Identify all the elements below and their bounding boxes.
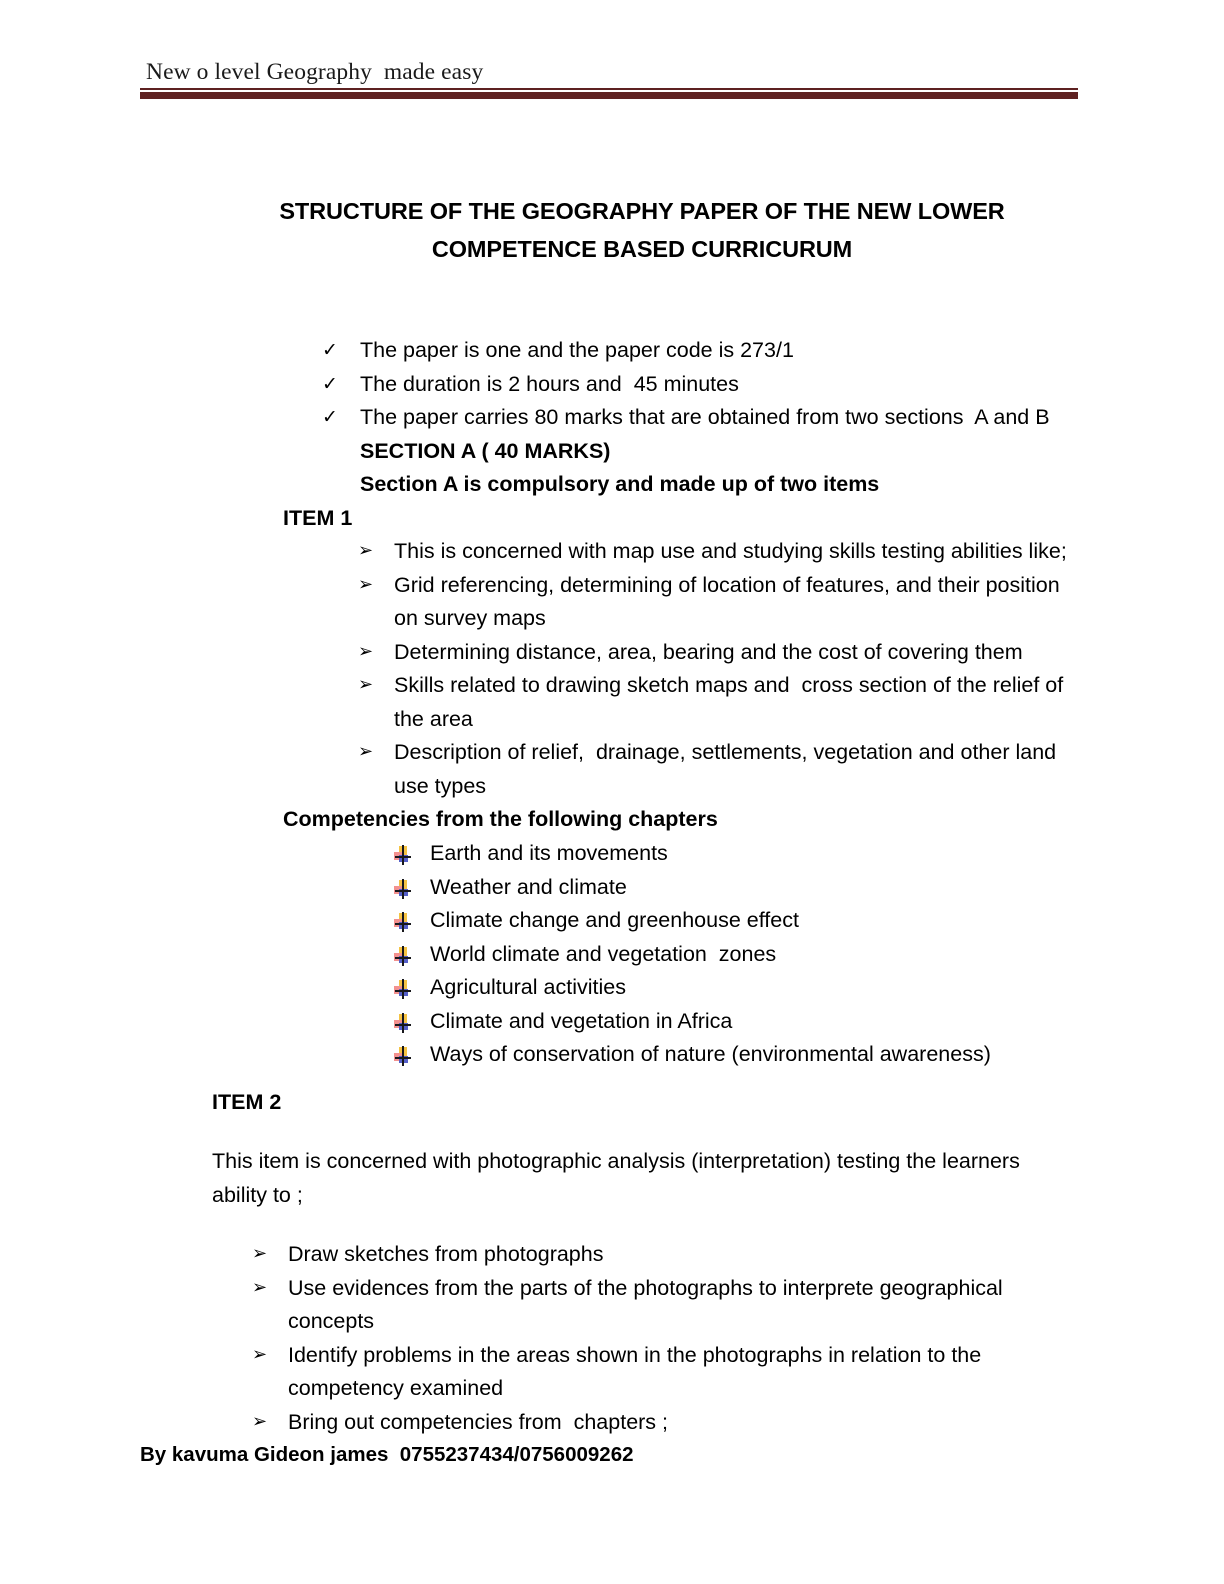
document-title-line-1: STRUCTURE OF THE GEOGRAPHY PAPER OF THE NEW LOWER xyxy=(279,198,1005,224)
page-running-header xyxy=(140,58,1078,99)
list-item-label: The paper carries 80 marks that are obtained from two sections A and B xyxy=(360,405,1050,430)
list-item xyxy=(0,904,1224,938)
item-2-points-list xyxy=(0,1238,1224,1439)
paper-facts-list xyxy=(0,334,1224,435)
check-icon: ✓ xyxy=(322,406,338,429)
item-2-heading: ITEM 2 xyxy=(212,1089,282,1114)
list-item xyxy=(0,535,1224,569)
colored-arrow-marker-icon xyxy=(392,871,430,904)
arrow-bullet-icon: ➢ xyxy=(252,1410,268,1432)
arrow-bullet-icon: ➢ xyxy=(358,540,374,562)
item-2-intro-paragraph: This item is concerned with photographic analysis (interpretation) testing the learners ability to ; xyxy=(212,1149,1026,1207)
list-item-label: This is concerned with map use and studying skills testing abilities like; xyxy=(394,539,1067,564)
list-item xyxy=(0,1238,1224,1272)
list-item xyxy=(0,569,1224,636)
colored-arrow-marker-icon xyxy=(392,971,430,1004)
list-item-label: The duration is 2 hours and 45 minutes xyxy=(360,371,739,396)
list-item xyxy=(0,636,1224,670)
list-item xyxy=(0,938,1224,972)
arrow-bullet-icon: ➢ xyxy=(358,674,374,696)
arrow-bullet-icon: ➢ xyxy=(252,1276,268,1298)
spacer xyxy=(0,1119,1224,1145)
section-a-subheading: Section A is compulsory and made up of two items xyxy=(360,472,880,497)
list-item xyxy=(0,669,1224,736)
list-item-label: Earth and its movements xyxy=(430,840,668,865)
arrow-bullet-icon: ➢ xyxy=(358,741,374,763)
competencies-heading: Competencies from the following chapters xyxy=(283,807,718,832)
competencies-list xyxy=(0,837,1224,1072)
list-item xyxy=(0,368,1224,402)
list-item-label: Determining distance, area, bearing and the cost of covering them xyxy=(394,639,1023,664)
arrow-bullet-icon: ➢ xyxy=(358,640,374,662)
list-item-label: Skills related to drawing sketch maps and cross section of the relief of the area xyxy=(394,673,1070,731)
list-item-label: Use evidences from the parts of the photographs to interprete geographical concepts xyxy=(288,1275,1009,1334)
list-item xyxy=(0,971,1224,1005)
header-divider-rule xyxy=(140,88,1078,99)
arrow-bullet-icon: ➢ xyxy=(252,1343,268,1365)
spacer xyxy=(0,1072,1224,1086)
list-item xyxy=(0,1005,1224,1039)
list-item-label: Weather and climate xyxy=(430,874,627,899)
document-body xyxy=(0,334,1224,1439)
list-item xyxy=(0,1272,1224,1339)
running-header-title: New o level Geography made easy xyxy=(146,59,484,85)
document-title xyxy=(212,192,1072,268)
list-item-label: Grid referencing, determining of location of features, and their position on survey maps xyxy=(394,572,1066,631)
section-a-heading: SECTION A ( 40 MARKS) xyxy=(360,438,611,463)
list-item-label: Climate change and greenhouse effect xyxy=(430,908,799,933)
list-item xyxy=(0,837,1224,871)
colored-arrow-marker-icon xyxy=(392,1038,430,1071)
list-item-label: World climate and vegetation zones xyxy=(430,941,777,966)
item-1-heading: ITEM 1 xyxy=(283,505,353,530)
list-item-label: Agricultural activities xyxy=(430,975,626,1000)
list-item-label: Climate and vegetation in Africa xyxy=(430,1008,733,1033)
list-item xyxy=(0,871,1224,905)
list-item-label: Description of relief, drainage, settlements, vegetation and other land use types xyxy=(394,740,1063,798)
check-icon: ✓ xyxy=(322,339,338,361)
colored-arrow-marker-icon xyxy=(392,1005,430,1038)
item-1-points-list xyxy=(0,535,1224,803)
document-title-line-2: COMPETENCE BASED CURRICURUM xyxy=(431,236,853,263)
colored-arrow-marker-icon xyxy=(392,837,430,870)
header-rule-thick xyxy=(140,92,1078,99)
list-item-label: Bring out competencies from chapters ; xyxy=(288,1409,669,1434)
colored-arrow-marker-icon xyxy=(392,938,430,971)
spacer xyxy=(0,1212,1224,1238)
list-item-label: The paper is one and the paper code is 273/1 xyxy=(360,338,794,362)
list-item xyxy=(0,401,1224,435)
arrow-bullet-icon: ➢ xyxy=(358,573,374,595)
list-item xyxy=(0,334,1224,368)
colored-arrow-marker-icon xyxy=(392,904,430,937)
page-footer-author: By kavuma Gideon james 0755237434/0756009262 xyxy=(140,1443,634,1466)
list-item xyxy=(0,1038,1224,1072)
list-item xyxy=(0,1406,1224,1440)
list-item-label: Draw sketches from photographs xyxy=(288,1242,604,1267)
list-item xyxy=(0,736,1224,803)
check-icon: ✓ xyxy=(322,372,338,395)
list-item-label: Ways of conservation of nature (environmental awareness) xyxy=(430,1042,991,1067)
arrow-bullet-icon: ➢ xyxy=(252,1243,268,1265)
list-item xyxy=(0,1339,1224,1406)
list-item-label: Identify problems in the areas shown in the photographs in relation to the competency examined xyxy=(288,1342,988,1401)
